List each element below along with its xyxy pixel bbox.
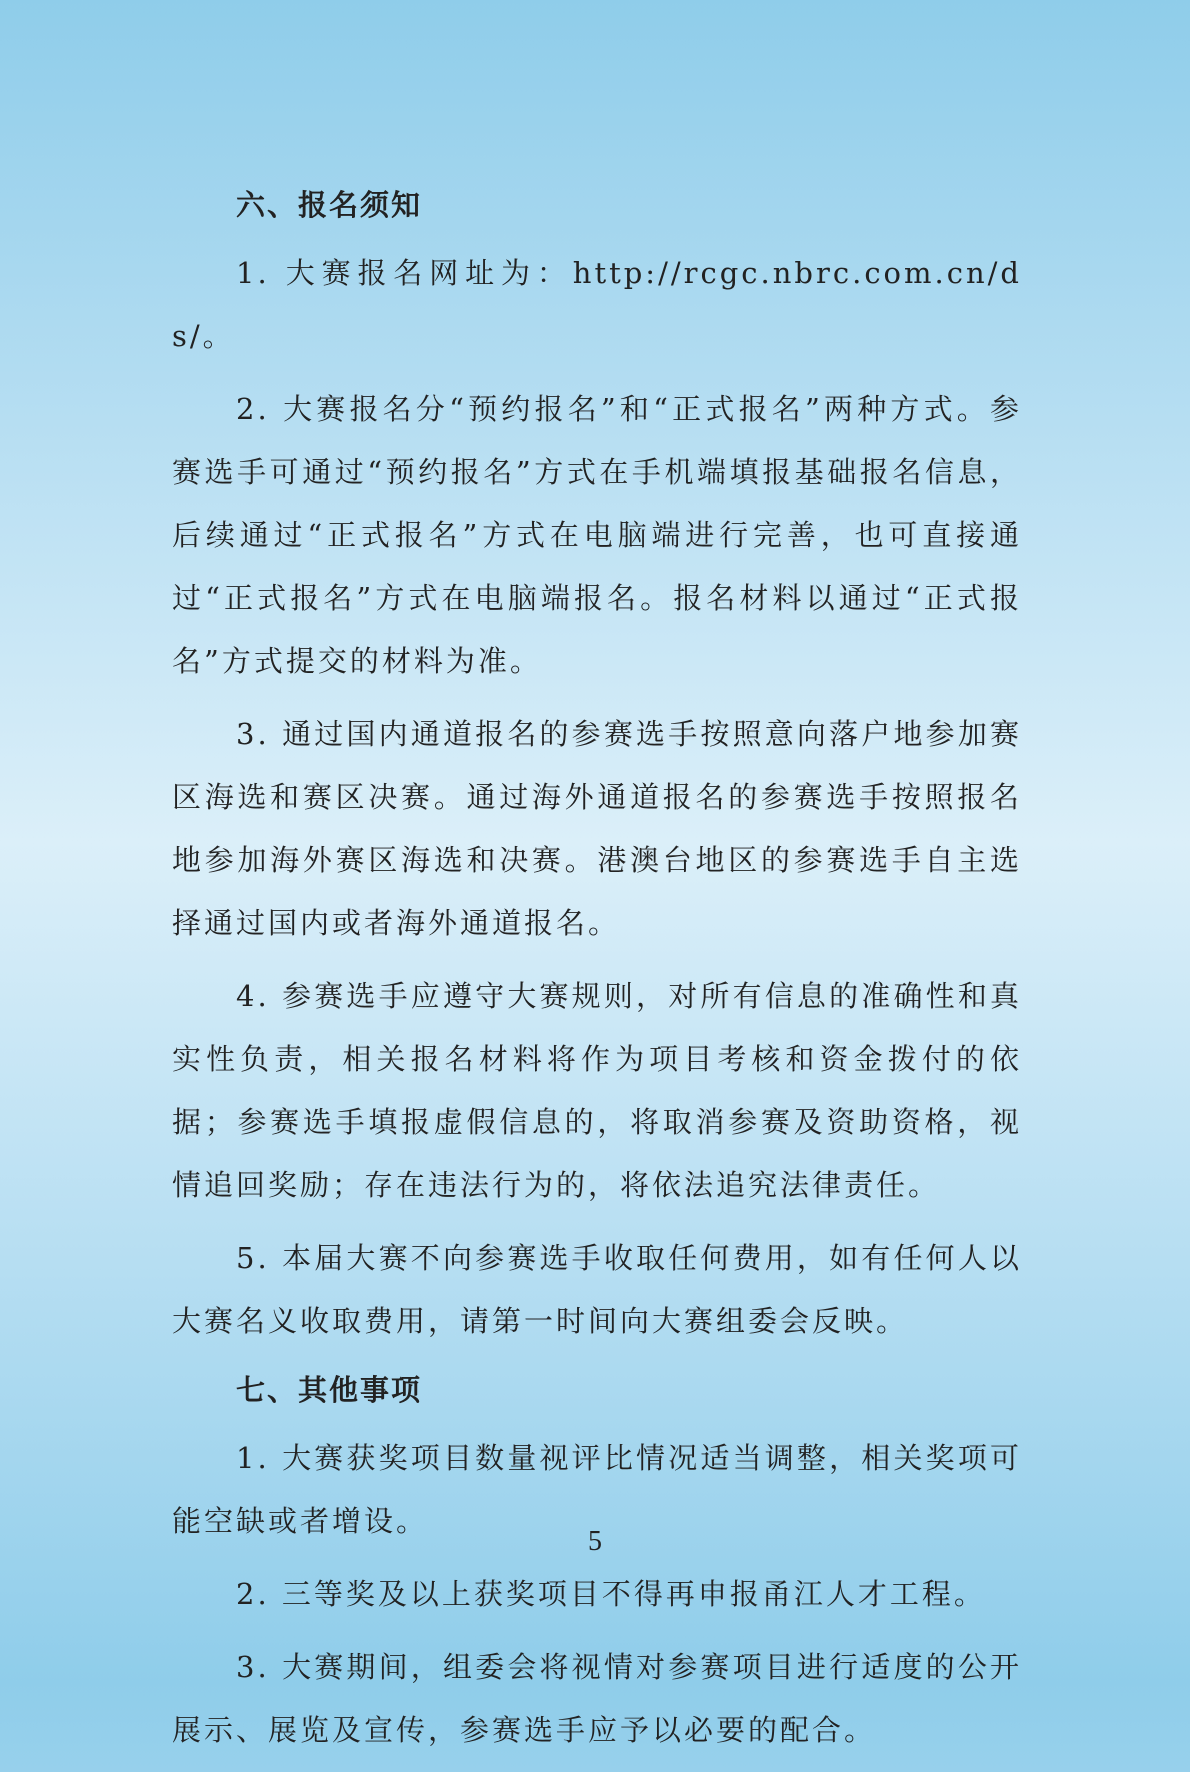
paragraph-registration-3: 3. 通过国内通道报名的参赛选手按照意向落户地参加赛区海选和赛区决赛。通过海外通道报名的参赛选手按照报名地参加海外赛区海选和决赛。港澳台地区的参赛选手自主选择通过国内或者海外通道报名。 (172, 717, 1022, 940)
paragraph-other-1: 1. 大赛获奖项目数量视评比情况适当调整，相关奖项可能空缺或者增设。 (172, 1441, 1022, 1538)
section-heading-registration: 六、报名须知 (236, 188, 423, 222)
paragraph-registration-1: 1. 大赛报名网址为：http://rcgc.nbrc.com.cn/ds/。 (172, 256, 1022, 353)
paragraph-registration-5: 5. 本届大赛不向参赛选手收取任何费用，如有任何人以大赛名义收取费用，请第一时间向大赛组委会反映。 (172, 1241, 1022, 1338)
section-heading-other-matters: 七、其他事项 (236, 1373, 423, 1407)
page-number: 5 (588, 1526, 602, 1557)
paragraph-other-2: 2. 三等奖及以上获奖项目不得再申报甬江人才工程。 (236, 1577, 986, 1611)
paragraph-registration-4: 4. 参赛选手应遵守大赛规则，对所有信息的准确性和真实性负责，相关报名材料将作为项目考核和资金拨付的依据；参赛选手填报虚假信息的，将取消参赛及资助资格，视情追回奖励；存在违法行为的，将依法追究法律责任。 (172, 979, 1022, 1202)
paragraph-registration-2: 2. 大赛报名分“预约报名”和“正式报名”两种方式。参赛选手可通过“预约报名”方式在手机端填报基础报名信息，后续通过“正式报名”方式在电脑端进行完善，也可直接通过“正式报名”方式在电脑端报名。报名材料以通过“正式报名”方式提交的材料为准。 (172, 392, 1022, 678)
paragraph-other-3: 3. 大赛期间，组委会将视情对参赛项目进行适度的公开展示、展览及宣传，参赛选手应予以必要的配合。 (172, 1650, 1022, 1747)
